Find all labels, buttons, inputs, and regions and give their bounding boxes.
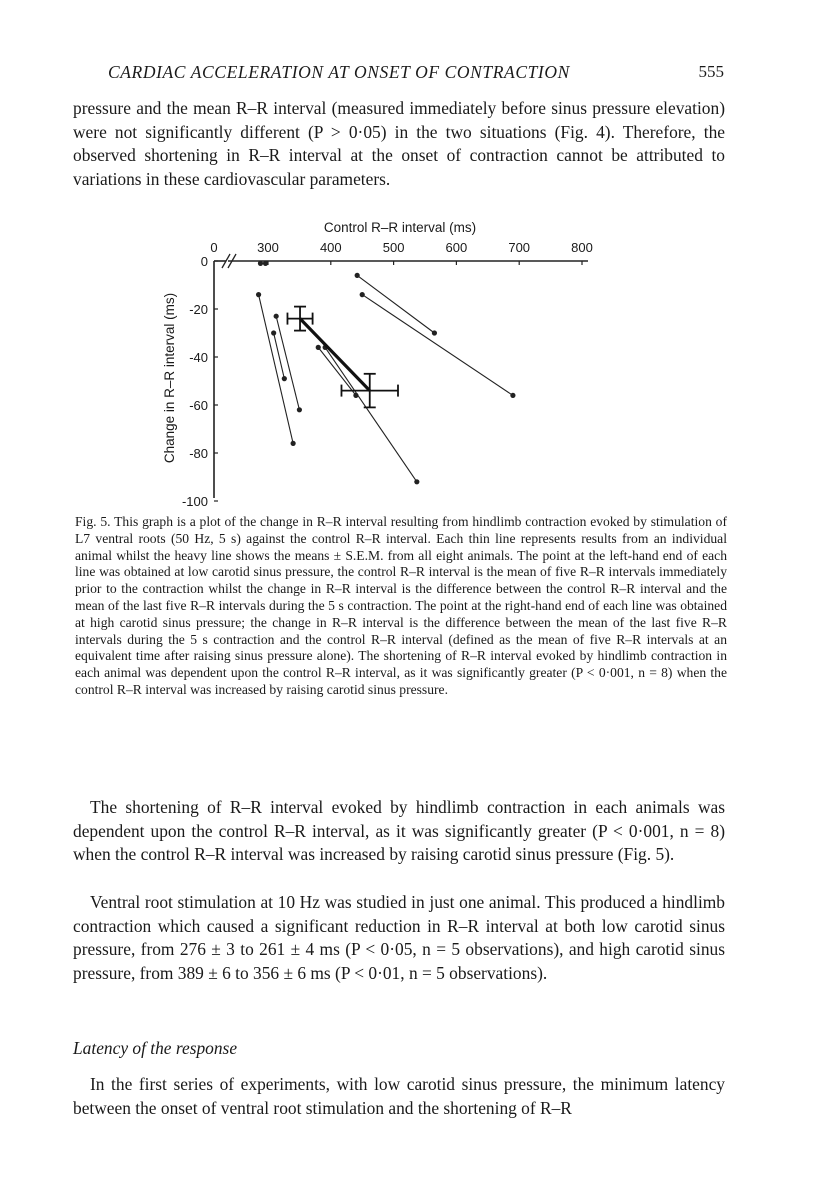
y-tick-label-5: -100 (181, 494, 208, 509)
series-point-4-2 (291, 441, 296, 446)
series-line-6 (274, 333, 285, 379)
x-tick-label-2: 400 (319, 240, 342, 255)
section-heading: Latency of the response (73, 1038, 238, 1058)
x-tick-label-3: 500 (382, 240, 405, 255)
paragraph-2: The shortening of R–R interval evoked by hindlimb contraction in each animals was dependent upon the control R–R interval, as it was significantly greater (P < 0·001, n = 8) when the control R–R interval was increased by raising carotid sinus pressure (Fig. 5). (73, 797, 725, 864)
series-point-7-1 (316, 345, 321, 350)
series-point-6-2 (282, 376, 287, 381)
x-axis-label: Control R–R interval (ms) (323, 220, 477, 235)
series-line-3 (362, 295, 513, 396)
series-line-8 (325, 347, 417, 481)
page-number: 555 (698, 62, 724, 81)
y-axis-label: Change in R–R interval (ms) (162, 292, 177, 464)
running-head (100, 62, 724, 88)
y-axis-ticks (182, 254, 218, 509)
y-tick-label-4: -80 (189, 446, 208, 461)
series-point-4-1 (256, 292, 261, 297)
series-point-5-2 (297, 407, 302, 412)
paragraph-3: Ventral root stimulation at 10 Hz was studied in just one animal. This produced a hindlimb contraction which caused a significant reduction in R–R interval at both low carotid sinus pressure, from 276 ± 3 to 261 ± 4 ms (P < 0·05, n = 5 observations), and high carotid sinus pressure, from 389 ± 6 to 356 ± 6 ms (P < 0·01, n = 5 observations). (73, 892, 725, 983)
paragraph-4: In the first series of experiments, with low carotid sinus pressure, the minimum latency between the onset of ventral root stimulation and the shortening of R–R (73, 1074, 725, 1118)
series-point-5-1 (274, 314, 279, 319)
series-point-6-1 (271, 330, 276, 335)
series-point-2-2 (432, 330, 437, 335)
figure-5-chart (150, 210, 610, 510)
running-title: CARDIAC ACCELERATION AT ONSET OF CONTRACTION (108, 62, 570, 82)
x-tick-label-4: 600 (445, 240, 468, 255)
y-tick-label-3: -60 (189, 398, 208, 413)
y-tick-label-2: -40 (189, 350, 208, 365)
mean-line (300, 319, 370, 391)
x-tick-label-6: 800 (571, 240, 593, 255)
series-point-8-2 (414, 479, 419, 484)
y-tick-label-1: -20 (189, 302, 208, 317)
series-line-2 (357, 275, 434, 333)
x-tick-label-5: 700 (508, 240, 531, 255)
figure-caption (75, 514, 727, 699)
series-lines (256, 261, 516, 485)
series-point-3-2 (510, 393, 515, 398)
figure-caption-text: Fig. 5. This graph is a plot of the change in R–R interval resulting from hindlimb contraction evoked by stimulation of L7 ventral roots (50 Hz, 5 s) against the control R–R interval. Each thin line represents results from an individual animal whilst the heavy line shows the means ± S.E.M. from all eight animals. The point at the left-hand end of each line was obtained at low carotid sinus pressure, the control R–R interval is the mean of five R–R intervals immediately prior to the contraction whilst the change in R–R interval is the difference between the control R–R interval and the mean of the last five R–R intervals during the 5 s contraction. The point at the right-hand end of each line was obtained at high carotid sinus pressure; the change in R–R interval is the difference between the mean of the last five R–R intervals during the 5 s contraction and the control R–R interval (defined as the mean of five R–R intervals at an equivalent time after raising sinus pressure alone). The shortening of R–R interval evoked by hindlimb contraction in each animal was dependent upon the control R–R interval, as it was significantly greater (P < 0·001, n = 8) when the control R–R interval was increased by raising carotid sinus pressure. (75, 514, 727, 697)
x-tick-label-1: 300 (257, 240, 279, 255)
series-point-1-2 (263, 261, 268, 266)
y-tick-label-0: 0 (200, 254, 208, 269)
series-point-3-1 (360, 292, 365, 297)
mean-series (287, 307, 398, 408)
series-point-2-1 (355, 273, 360, 278)
paragraph-1: pressure and the mean R–R interval (measured immediately before sinus pressure elevation) were not significantly different (P > 0·05) in the two situations (Fig. 4). Therefore, the observed shortening in R–R interval at the onset of contraction cannot be attributed to variations in these cardiovascular parameters. (73, 98, 725, 189)
x-tick-label-0: 0 (210, 240, 218, 255)
series-point-1-1 (258, 261, 263, 266)
